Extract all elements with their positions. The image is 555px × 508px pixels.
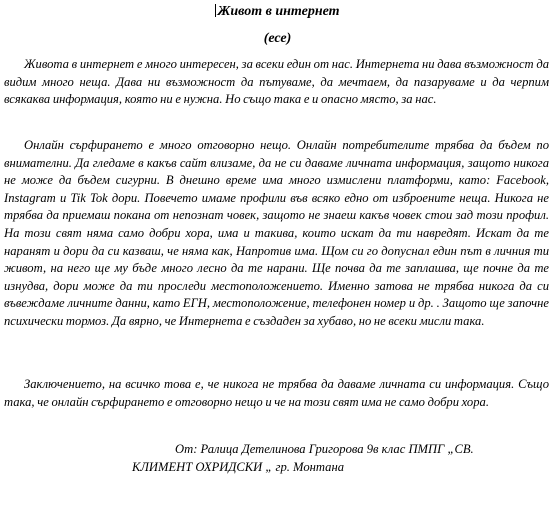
document-subtitle: (есе) [263, 31, 292, 46]
document-title-line [0, 3, 555, 21]
signature-line-2: КЛИМЕНТ ОХРИДСКИ „ гр. Монтана [132, 460, 344, 474]
paragraph-body: Онлайн сърфирането е много отговорно нещо. Онлайн потребителите трябва да бъдем по внимателни. Да гледаме в какъв сайт влизаме, да не си даваме личната информация, защото никога не може да бъдем сигурни. В днешно време има много измислени платформи, като: Facebook, Instagram и Tik Tok дори. Повечето имаме профили във всяко едно от изброените неща. Никога не трябва да приемаш покана от непознат човек, защото не знаеш какъв човек стои зад този профил. На този свят няма само добри хора, има и такива, които искат да ти навредят. Искат да те наранят и дори да си казваш, че няма как, Напротив има. Щом си го допуснал един път в личния ти живот, на него ще му бъде много лесно да те нарани. Ще почва да те заплашва, ще почне да те изнудва, дори може да ти проследи местоположението. Именно затова не трябва никога да си въвеждаме личните данни, като ЕГН, местоположение, телефонен номер и др. . Защото ще започне психически тормоз. Да вярно, че Интернета е създаден за хубаво, но не всеки мисли така. [4, 138, 549, 328]
paragraph-intro: Живота в интернет е много интересен, за всеки един от нас. Интернета ни дава възможност да видим много неща. Дава ни възможност да пътуваме, да мечтаем, да пазаруваме и да черпим всякаква информация, която ни е нужна. Но също така е и опасно място, за нас. [4, 57, 549, 107]
signature-block [0, 440, 555, 476]
paragraph-conclusion: Заключението, на всичко това е, че никога не трябва да даваме личната си информация. Също така, че онлайн сърфирането е отговорно нещо и че на този свят има не само добри хора. [4, 377, 549, 409]
signature-line-1: От: Ралица Детелинова Григорова 9в клас ПМПГ „СВ. [175, 442, 474, 456]
document-title: Живот в интернет [217, 4, 340, 19]
